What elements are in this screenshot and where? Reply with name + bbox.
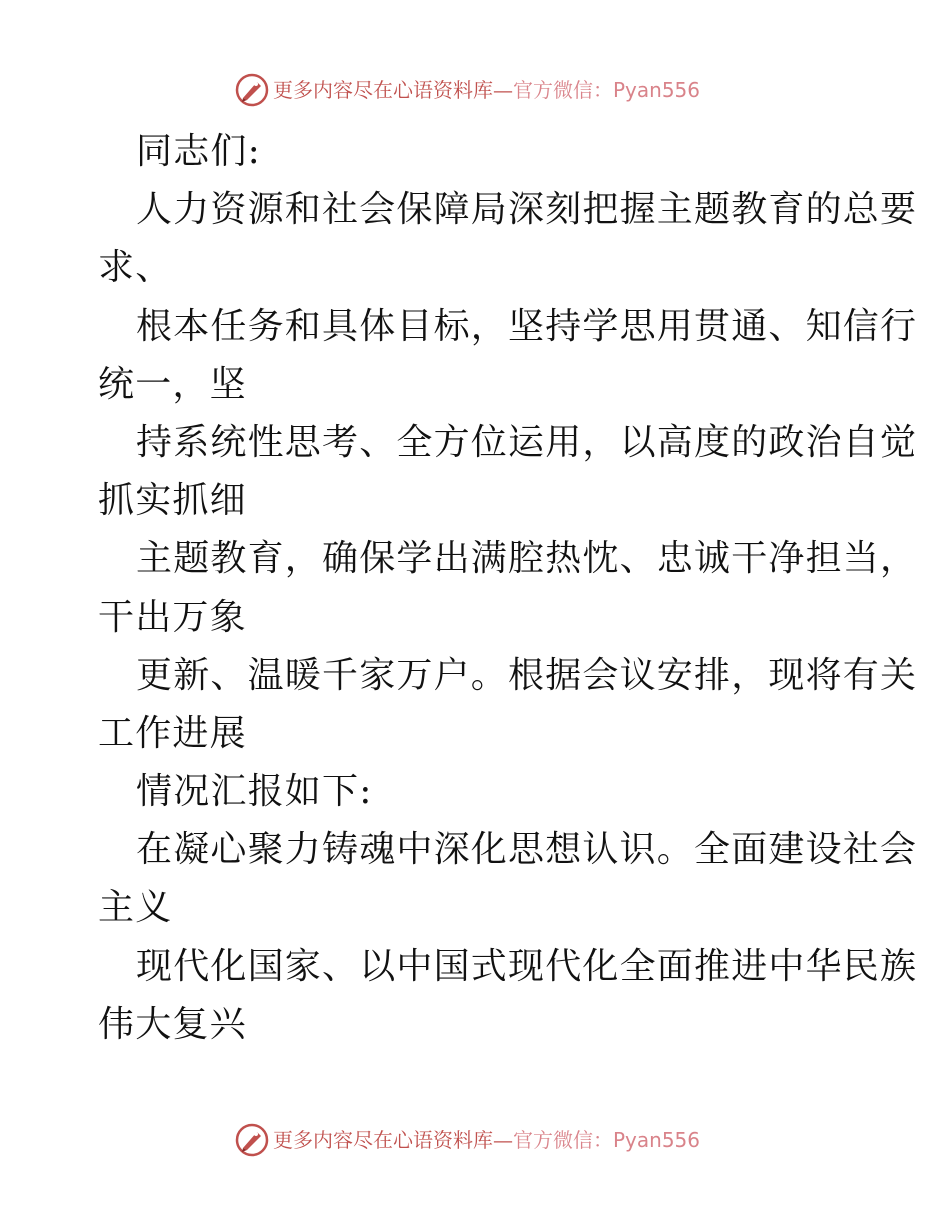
body-line: 更新、温暖千家万户。根据会议安排，现将有关 (136, 654, 918, 696)
footer-wechat-text: 官方微信：Pyan556 (513, 1128, 701, 1152)
body-line: 伟大复兴 (98, 1003, 247, 1045)
body-line: 主义 (98, 887, 173, 929)
body-line: 统一，坚 (98, 363, 247, 405)
document-body (98, 123, 918, 1054)
body-line: 持系统性思考、全方位运用，以高度的政治自觉 (136, 421, 918, 463)
footer-banner-text (273, 1128, 700, 1152)
pen-logo-icon (234, 1122, 270, 1158)
body-line: 根本任务和具体目标，坚持学思用贯通、知信行 (136, 305, 918, 347)
body-line: 抓实抓细 (98, 480, 247, 522)
body-line: 现代化国家、以中国式现代化全面推进中华民族 (136, 945, 918, 987)
body-line: 求、 (98, 247, 173, 289)
pen-logo-icon (234, 72, 270, 108)
header-brand-text: 更多内容尽在心语资料库— (273, 78, 513, 102)
header-wechat-text: 官方微信：Pyan556 (513, 78, 701, 102)
footer-brand-text: 更多内容尽在心语资料库— (273, 1128, 513, 1152)
body-line: 干出万象 (98, 596, 247, 638)
footer-banner (0, 1120, 950, 1160)
body-line: 工作进展 (98, 712, 247, 754)
body-line: 情况汇报如下: (136, 771, 373, 813)
header-banner-text (273, 78, 700, 102)
body-line: 主题教育，确保学出满腔热忱、忠诚干净担当， (136, 538, 918, 580)
body-line: 人力资源和社会保障局深刻把握主题教育的总要 (136, 189, 918, 231)
header-banner (0, 70, 950, 110)
body-line: 在凝心聚力铸魂中深化思想认识。全面建设社会 (136, 829, 918, 871)
body-line: 同志们: (136, 131, 261, 172)
